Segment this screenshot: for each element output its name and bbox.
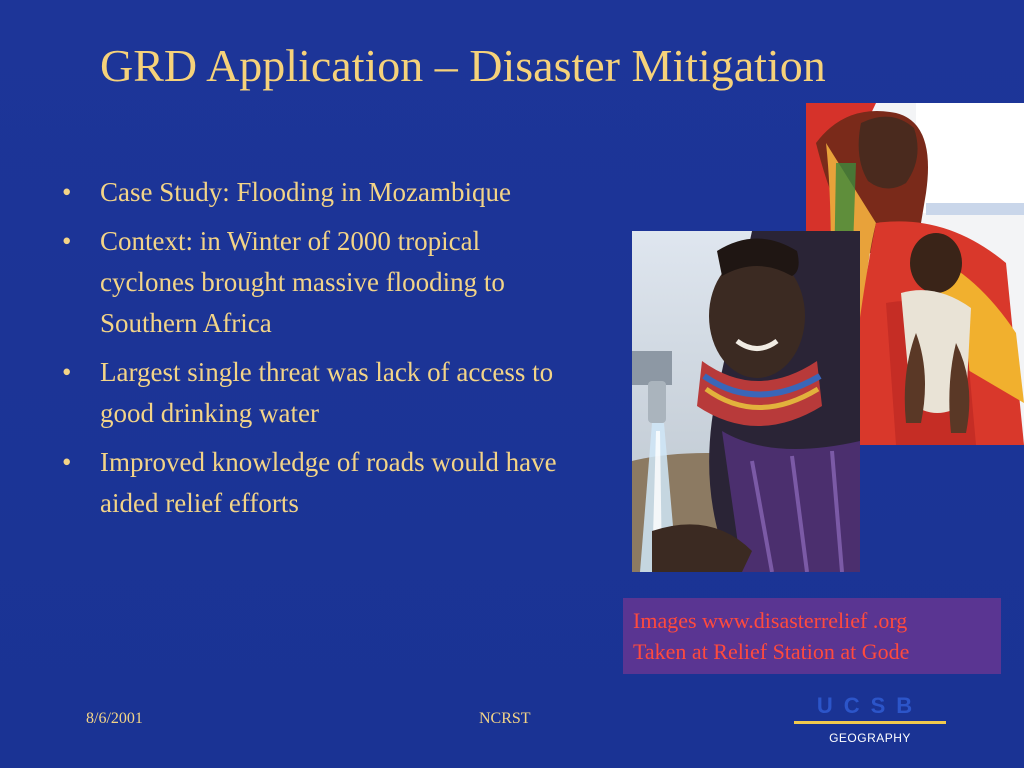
credit-line-source: Images www.disasterrelief .org	[633, 608, 908, 633]
bullet-marker: •	[62, 447, 72, 477]
bullet-list	[60, 172, 580, 532]
bullet-text: Context: in Winter of 2000 tropical cyclones brought massive flooding to Southern Africa	[100, 226, 505, 338]
logo-subtitle: GEOGRAPHY	[829, 731, 911, 745]
photo-girl-at-water-tap	[632, 231, 860, 572]
logo-letters: UCSB	[816, 693, 924, 718]
slide-title: GRD Application – Disaster Mitigation	[100, 40, 826, 91]
credit-line-location: Taken at Relief Station at Gode	[633, 639, 910, 664]
bullet-marker: •	[62, 357, 72, 387]
footer-center-text: NCRST	[479, 710, 531, 727]
image-credit-box	[623, 598, 1001, 674]
bullet-text: Largest single threat was lack of access to good drinking water	[100, 357, 554, 428]
bullet-text: Case Study: Flooding in Mozambique	[100, 177, 511, 207]
bullet-item	[60, 352, 580, 434]
ucsb-geography-logo	[792, 692, 948, 752]
bullet-item	[60, 221, 580, 344]
bullet-text: Improved knowledge of roads would have aided relief efforts	[100, 447, 557, 518]
logo-divider	[794, 721, 946, 724]
footer-date: 8/6/2001	[86, 710, 143, 727]
bullet-marker: •	[62, 226, 72, 256]
bullet-marker: •	[62, 177, 72, 207]
bullet-item	[60, 442, 580, 524]
bullet-item	[60, 172, 580, 213]
